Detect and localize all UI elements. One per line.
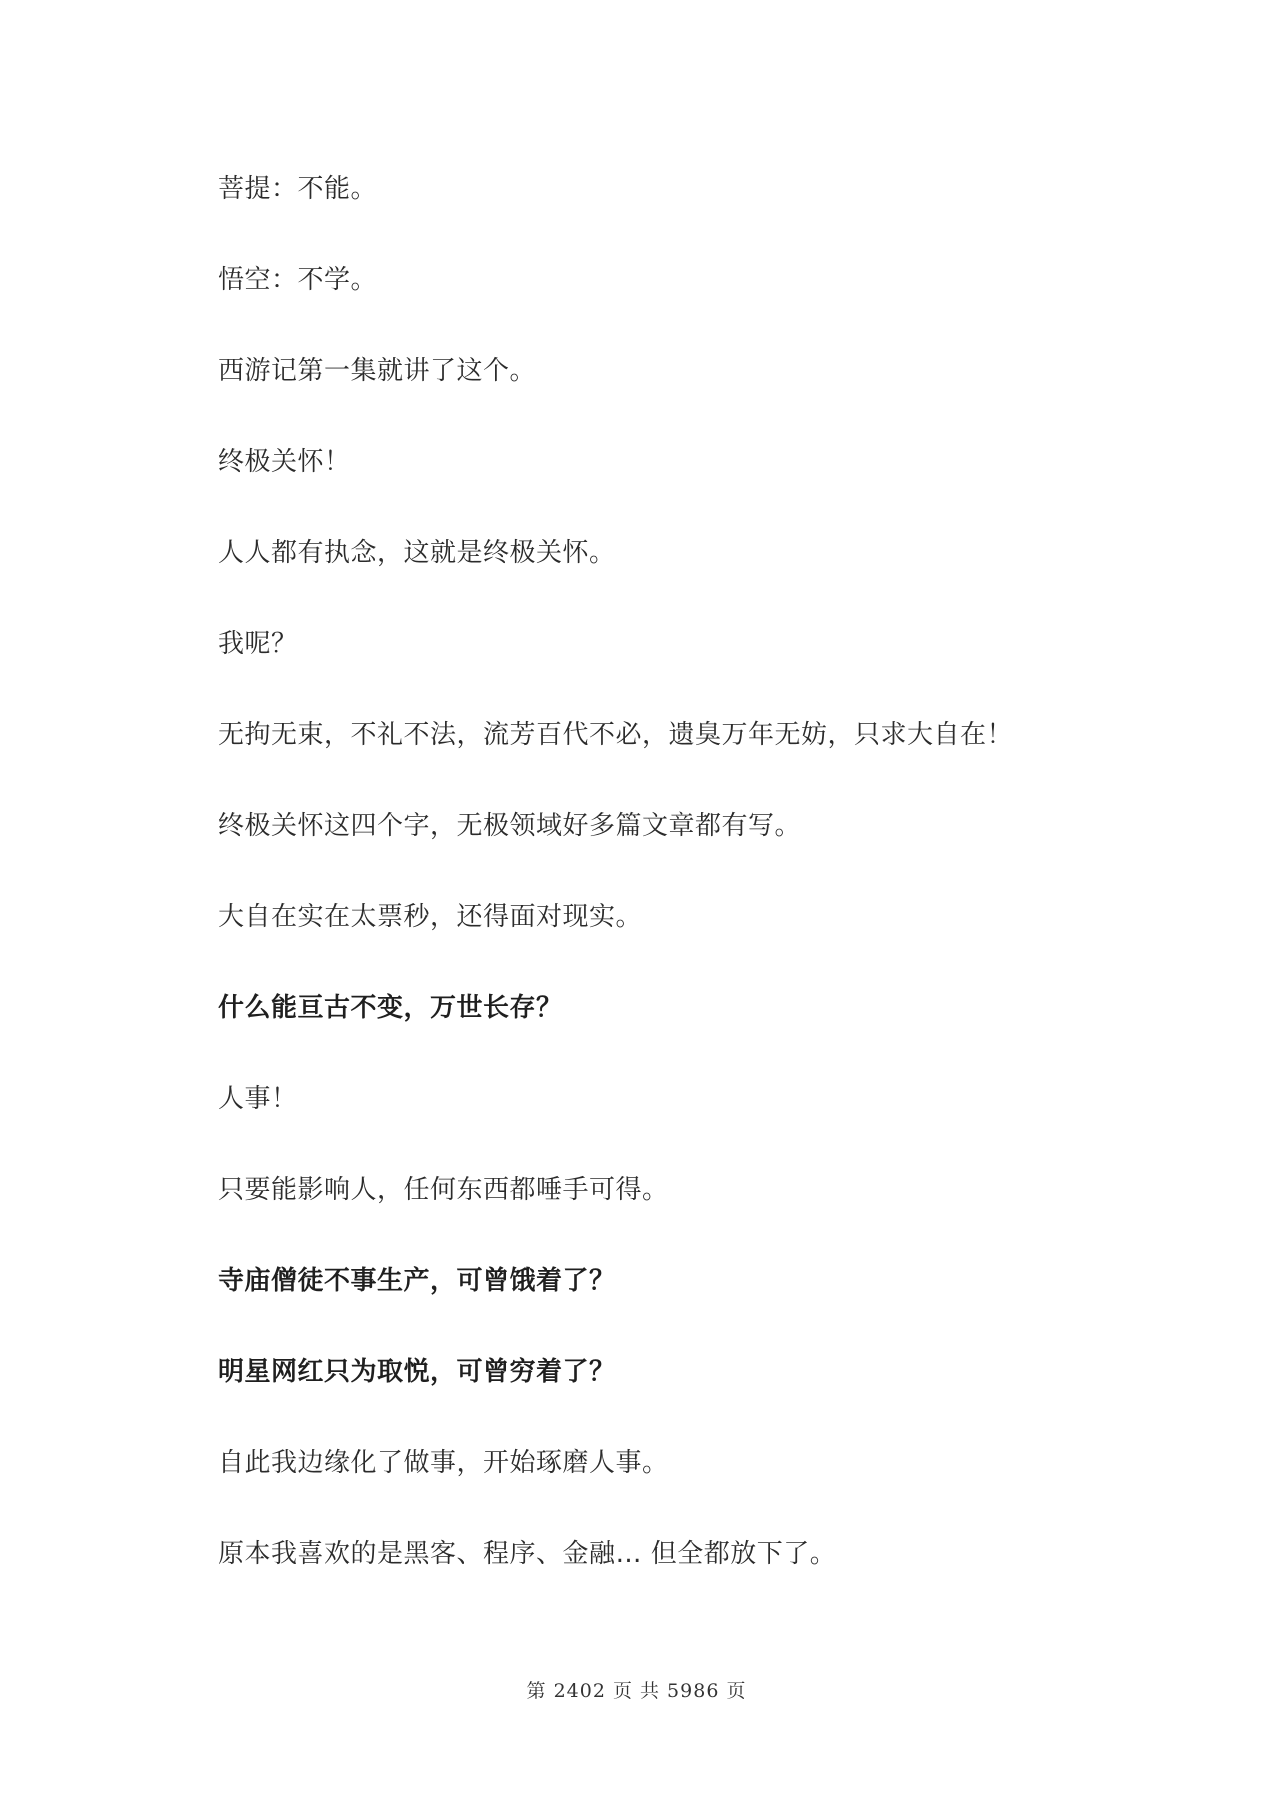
page-number-footer: 第 2402 页 共 5986 页 [526, 1680, 747, 1702]
bold-paragraph: 什么能亘古不变，万世长存？ [218, 993, 563, 1023]
paragraph: 我呢？ [218, 629, 298, 659]
paragraph: 人人都有执念，这就是终极关怀。 [218, 538, 616, 568]
paragraph: 原本我喜欢的是黑客、程序、金融… 但全都放下了。 [218, 1539, 837, 1569]
paragraph: 自此我边缘化了做事，开始琢磨人事。 [218, 1448, 669, 1478]
paragraph: 人事！ [218, 1084, 298, 1114]
paragraph: 菩提：不能。 [218, 174, 378, 204]
paragraph: 西游记第一集就讲了这个。 [218, 356, 537, 386]
paragraph: 终极关怀这四个字，无极领域好多篇文章都有写。 [218, 811, 802, 841]
paragraph: 大自在实在太票秒，还得面对现实。 [218, 902, 643, 932]
paragraph: 悟空：不学。 [218, 265, 378, 295]
paragraph: 无拘无束，不礼不法，流芳百代不必，遗臭万年无妨，只求大自在！ [218, 720, 1014, 750]
bold-paragraph: 明星网红只为取悦，可曾穷着了？ [218, 1357, 616, 1387]
paragraph: 终极关怀！ [218, 447, 351, 477]
bold-paragraph: 寺庙僧徒不事生产，可曾饿着了？ [218, 1266, 616, 1296]
paragraph: 只要能影响人，任何东西都唾手可得。 [218, 1175, 669, 1205]
